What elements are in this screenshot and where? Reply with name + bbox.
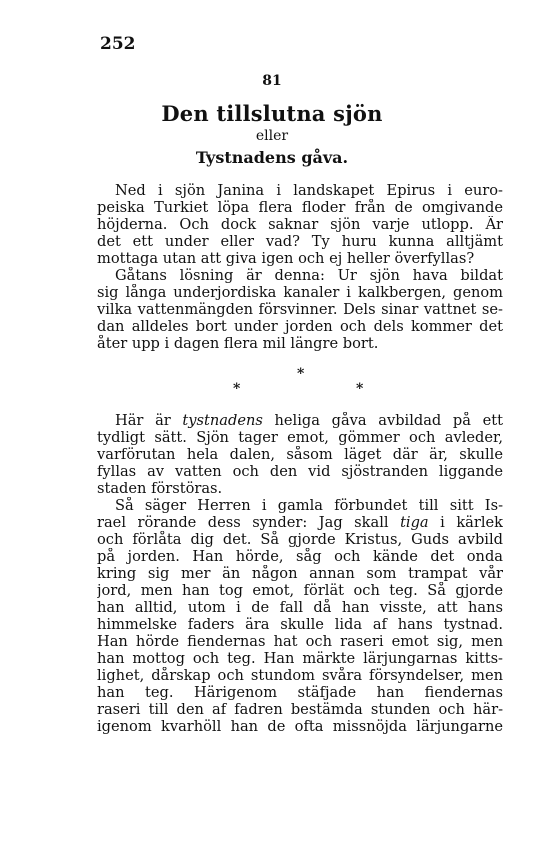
paragraph-4-line: han alltid, utom i de fall då han visste, att hans <box>97 599 503 616</box>
text-run: rael rörande dess synder: Jag skall <box>97 514 401 531</box>
separator-asterisk: * <box>297 366 305 382</box>
paragraph-4-line: Han hörde fiendernas hat och raseri emot sig, men <box>97 633 503 650</box>
emphasized-word: tystnadens <box>182 412 263 429</box>
paragraph-4-line: jord, men han tog emot, förlät och teg. Så gjorde <box>97 582 503 599</box>
paragraph-1-line: Ned i sjön Janina i landskapet Epirus i euro- <box>115 182 503 199</box>
paragraph-2-line: Gåtans lösning är denna: Ur sjön hava bildat <box>115 267 503 284</box>
chapter-subtitle: Tystnadens gåva. <box>195 148 349 167</box>
paragraph-2-line: åter upp i dagen flera mil längre bort. <box>97 335 379 352</box>
paragraph-4-line: på jorden. Han hörde, såg och kände det onda <box>97 548 503 565</box>
separator-asterisk: * <box>356 381 364 397</box>
paragraph-4-line <box>97 514 503 531</box>
paragraph-3-line <box>97 412 503 429</box>
paragraph-2-line: sig långa underjordiska kanaler i kalkbergen, genom <box>97 284 503 301</box>
text-run: heliga gåva avbildad på ett <box>262 412 503 429</box>
paragraph-2-line: vilka vattenmängden försvinner. Dels sinar vattnet se- <box>97 301 503 318</box>
paragraph-4-line: han teg. Härigenom stäfjade han fiendernas <box>97 684 503 701</box>
paragraph-4-line: lighet, dårskap och stundom svåra försyndelser, men <box>97 667 503 684</box>
paragraph-4-line: kring sig mer än någon annan som trampat vår <box>97 565 503 582</box>
paragraph-4-line: och förlåta dig det. Så gjorde Kristus, Guds avbild <box>97 531 503 548</box>
paragraph-4-line: igenom kvarhöll han de ofta missnöjda lärjungarne <box>97 718 503 735</box>
page-number: 252 <box>100 34 136 54</box>
emphasized-word: tiga <box>400 514 429 531</box>
paragraph-3-line: staden förstöras. <box>97 480 223 497</box>
separator-asterisk: * <box>233 381 241 397</box>
chapter-title-connector: eller <box>255 128 289 144</box>
paragraph-1-line: peiska Turkiet löpa flera floder från de omgivande <box>97 199 503 216</box>
paragraph-3-line: fyllas av vatten och den vid sjöstranden liggande <box>97 463 503 480</box>
paragraph-4-line: himmelske faders ära skulle lida af hans tystnad. <box>97 616 503 633</box>
paragraph-3-line: tydligt sätt. Sjön tager emot, gömmer och avleder, <box>97 429 503 446</box>
paragraph-2-line: dan alldeles bort under jorden och dels kommer det <box>97 318 503 335</box>
text-run: Här är <box>115 412 183 429</box>
chapter-number: 81 <box>262 73 282 89</box>
chapter-title: Den tillslutna sjön <box>161 101 383 126</box>
paragraph-3-line: varförutan hela dalen, såsom läget där är, skulle <box>97 446 503 463</box>
text-run: i kärlek <box>428 514 503 531</box>
paragraph-1-line: mottaga utan att giva igen och ej heller överfyllas? <box>97 250 475 267</box>
paragraph-4-line: raseri till den af fadren bestämda stunden och här- <box>97 701 503 718</box>
paragraph-1-line: det ett under eller vad? Ty huru kunna alltjämt <box>97 233 503 250</box>
paragraph-1-line: höjderna. Och dock saknar sjön varje utlopp. Är <box>97 216 503 233</box>
paragraph-4-line: Så säger Herren i gamla förbundet till sitt Is- <box>115 497 503 514</box>
paragraph-4-line: han mottog och teg. Han märkte lärjungarnas kitts- <box>97 650 503 667</box>
